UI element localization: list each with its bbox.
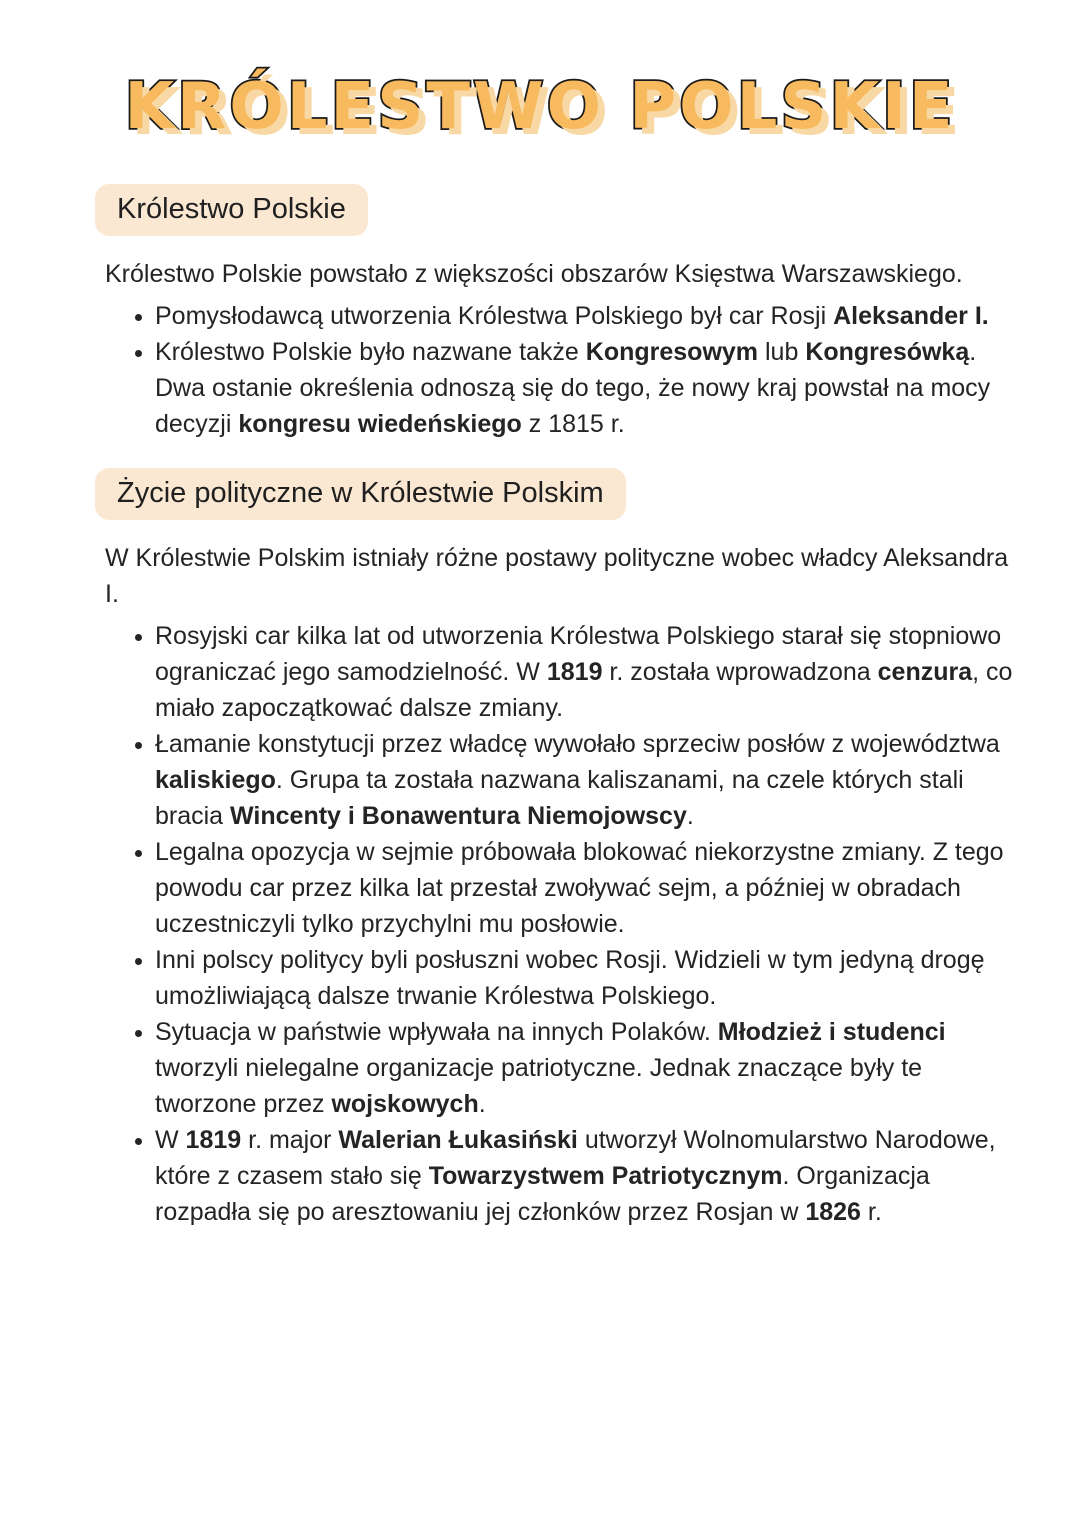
section	[0, 158, 1080, 442]
body-text: tworzyli nielegalne organizacje patriotyczne. Jednak znaczące były te tworzone przez	[155, 1054, 923, 1118]
emphasized-text: cenzura	[877, 658, 973, 686]
emphasized-text: Wincenty i Bonawentura Niemojowscy	[230, 802, 687, 830]
page-title: KRÓLESTWO POLSKIE	[124, 70, 956, 144]
bullet-list	[105, 618, 1020, 1230]
section-heading: Królestwo Polskie	[95, 184, 368, 236]
body-text: . Grupa ta została nazwana kaliszanami, na czele których stali bracia	[155, 766, 964, 830]
body-text: r. major	[241, 1126, 339, 1154]
body-text: .	[686, 802, 694, 830]
body-text: utworzył Wolnomularstwo Narodowe, które z czasem stało się	[155, 1126, 996, 1190]
bullet-item	[155, 942, 1020, 1014]
body-text: W	[155, 1126, 186, 1154]
body-text: Królestwo Polskie było nazwane także	[155, 338, 586, 366]
bullet-item	[155, 834, 1020, 942]
body-text: Legalna opozycja w sejmie próbowała blokować niekorzystne zmiany. Z tego powodu car przez kilka lat przestał zwoływać sejm, a później w obradach uczestniczyli tylko przychylni mu posłowie.	[155, 838, 1004, 938]
body-text: Pomysłodawcą utworzenia Królestwa Polskiego był car Rosji	[155, 302, 834, 330]
emphasized-text: 1819	[185, 1126, 242, 1154]
body-text: , co miało zapoczątkować dalsze zmiany.	[155, 658, 1013, 722]
section-heading: Życie polityczne w Królestwie Polskim	[95, 468, 626, 520]
notes-content	[0, 158, 1080, 1230]
body-text: r. została wprowadzona	[602, 658, 878, 686]
emphasized-text: Młodzież i studenci	[717, 1018, 946, 1046]
bullet-item	[155, 726, 1020, 834]
bullet-item	[155, 334, 1020, 442]
emphasized-text: kaliskiego	[155, 766, 276, 794]
emphasized-text: kongresu wiedeńskiego	[238, 410, 522, 438]
bullet-item	[155, 618, 1020, 726]
body-text: . Dwa ostanie określenia odnoszą się do tego, że nowy kraj powstał na mocy decyzji	[155, 338, 991, 438]
bullet-item	[155, 1014, 1020, 1122]
bullet-list	[105, 298, 1020, 442]
emphasized-text: Walerian Łukasiński	[338, 1126, 578, 1154]
body-text: Inni polscy politycy byli posłuszni wobec Rosji. Widzieli w tym jedyną drogę umożliwiającą dalsze trwanie Królestwa Polskiego.	[155, 946, 985, 1010]
body-text: r.	[860, 1198, 882, 1226]
bullet-item	[155, 298, 1020, 334]
body-text: Łamanie konstytucji przez władcę wywołało sprzeciw posłów z województwa	[155, 730, 1000, 758]
emphasized-text: Towarzystwem Patriotycznym	[428, 1162, 783, 1190]
section-intro: Królestwo Polskie powstało z większości obszarów Księstwa Warszawskiego.	[105, 260, 963, 288]
bullet-item	[155, 1122, 1020, 1230]
section	[0, 442, 1080, 1230]
emphasized-text: Kongresówką	[805, 338, 970, 366]
body-text: Sytuacja w państwie wpływała na innych Polaków.	[155, 1018, 718, 1046]
body-text: . Organizacja rozpadła się po aresztowaniu jej członków przez Rosjan w	[155, 1162, 930, 1226]
emphasized-text: 1826	[805, 1198, 861, 1226]
body-text: z 1815 r.	[521, 410, 625, 438]
emphasized-text: Kongresowym	[585, 338, 759, 366]
body-text: .	[478, 1090, 486, 1118]
emphasized-text: wojskowych	[331, 1090, 479, 1118]
emphasized-text: Aleksander I.	[833, 302, 989, 330]
body-text: Rosyjski car kilka lat od utworzenia Królestwa Polskiego starał się stopniowo ograniczać jego samodzielność. W	[155, 622, 1002, 686]
section-intro: W Królestwie Polskim istniały różne postawy polityczne wobec władcy Aleksandra I.	[105, 544, 1009, 608]
emphasized-text: 1819	[546, 658, 603, 686]
body-text: lub	[758, 338, 806, 366]
